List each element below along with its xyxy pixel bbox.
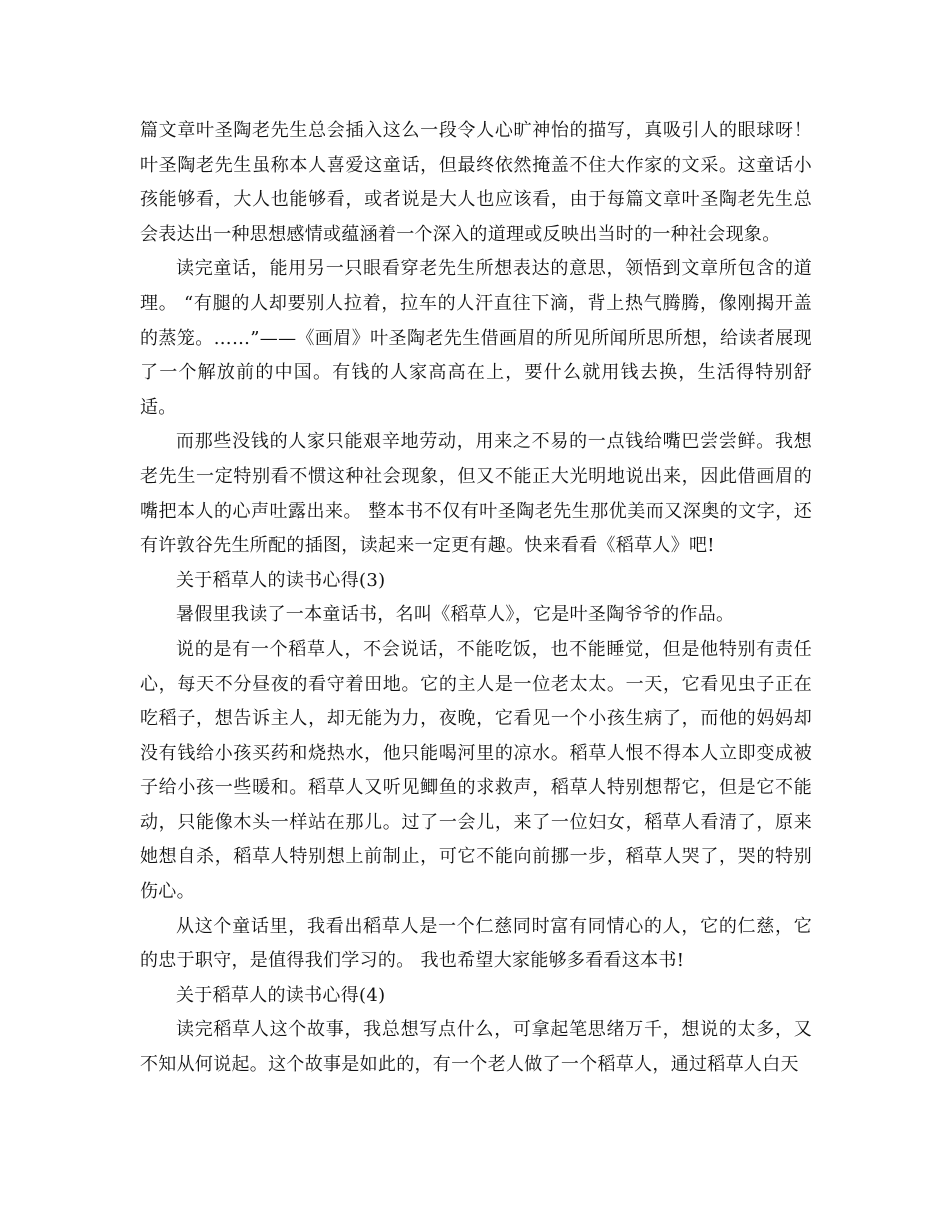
paragraph-6: 从这个童话里，我看出稻草人是一个仁慈同时富有同情心的人，它的仁慈，它的忠于职守，是值得我们学习的。 我也希望大家能够多看看这本书! xyxy=(140,915,812,972)
paragraph-4: 暑假里我读了一本童话书，名叫《稻草人》，它是叶圣陶爷爷的作品。 xyxy=(176,604,735,626)
paragraph-7: 读完稻草人这个故事，我总想写点什么，可拿起笔思绪万千，想说的太多，又不知从何说起。这个故事是如此的，有一个老人做了一个稻草人，通过稻草人白天 xyxy=(140,1019,812,1076)
paragraph-1: 篇文章叶圣陶老先生总会插入这么一段令人心旷神怡的描写，真吸引人的眼球呀！叶圣陶老先生虽称本人喜爱这童话，但最终依然掩盖不住大作家的文采。这童话小孩能够看，大人也能够看，或者说是大人也应该看，由于每篇文章叶圣陶老先生总会表达出一种思想感情或蕴涵着一个深入的道理或反映出当时的一种社会现象。 xyxy=(140,120,812,245)
paragraph-5: 说的是有一个稻草人，不会说话，不能吃饭，也不能睡觉，但是他特别有责任心，每天不分昼夜的看守着田地。它的主人是一位老太太。一天，它看见虫子正在吃稻子，想告诉主人，却无能为力，夜晚，它看见一个小孩生病了，而他的妈妈却没有钱给小孩买药和烧热水，他只能喝河里的凉水。稻草人恨不得本人立即变成被子给小孩一些暖和。稻草人又听见鲫鱼的求救声，稻草人特别想帮它，但是它不能动，只能像木头一样站在那儿。过了一会儿，来了一位妇女，稻草人看清了，原来她想自杀，稻草人特别想上前制止，可它不能向前挪一步，稻草人哭了，哭的特别伤心。 xyxy=(140,638,812,903)
paragraph-2: 读完童话，能用另一只眼看穿老先生所想表达的意思，领悟到文章所包含的道理。 “有腿的人却要别人拉着，拉车的人汗直往下滴，背上热气腾腾，像刚揭开盖的蒸笼。……”——《画眉》叶圣陶老先生借画眉的所见所闻所思所想，给读者展现了一个解放前的中国。有钱的人家高高在上，要什么就用钱去换，生活得特别舒适。 xyxy=(140,258,812,418)
section-heading-4: 关于稻草人的读书心得(4) xyxy=(176,984,386,1006)
paragraph-3: 而那些没钱的人家只能艰辛地劳动，用来之不易的一点钱给嘴巴尝尝鲜。我想老先生一定特别看不惯这种社会现象，但又不能正大光明地说出来，因此借画眉的嘴把本人的心声吐露出来。 整本书不仅有叶圣陶老先生那优美而又深奥的文字，还有许敦谷先生所配的插图，读起来一定更有趣。快来看看《稻草人》吧! xyxy=(140,431,812,557)
section-heading-3: 关于稻草人的读书心得(3) xyxy=(176,569,386,591)
document-page xyxy=(140,114,812,1083)
